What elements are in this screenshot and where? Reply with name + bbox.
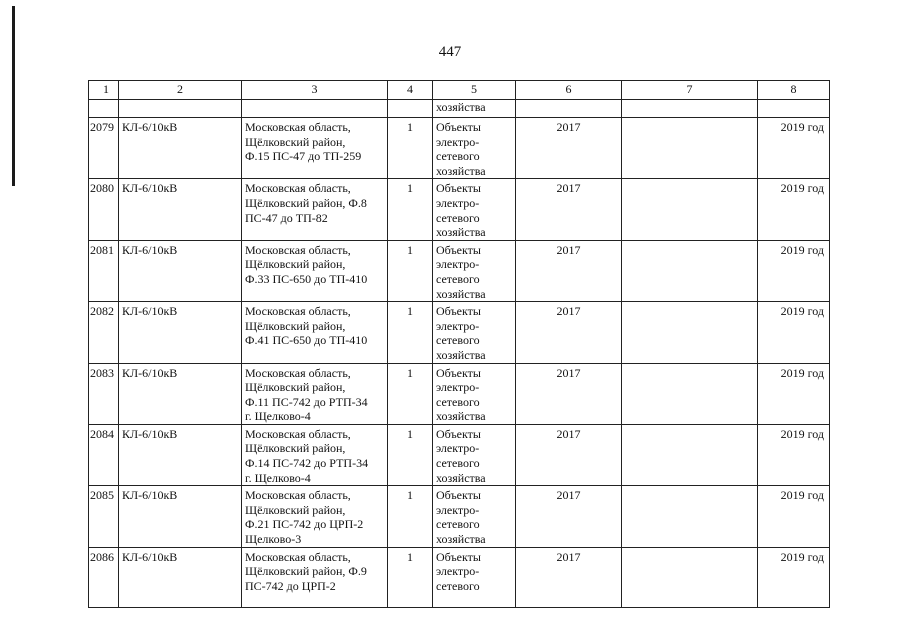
address-cell-line: Щёлковский район, [245, 441, 346, 456]
address-cell-line: Московская область, [245, 488, 351, 503]
header-cell-3: 3 [242, 81, 388, 100]
cont-cell-4 [388, 100, 433, 118]
address-cell-line: Московская область, [245, 549, 351, 564]
category-cell [433, 486, 516, 547]
table-row [89, 118, 830, 179]
category-cell-line: Объекты [436, 549, 481, 564]
category-cell-line: хозяйства [436, 286, 486, 301]
row-number-cell: 2081 [89, 240, 119, 301]
address-cell-line: ПС-742 до ЦРП-2 [245, 578, 336, 593]
category-cell [433, 179, 516, 240]
category-cell-line: электро- [436, 441, 480, 456]
address-cell [242, 118, 388, 179]
address-cell-line: Ф.41 ПС-650 до ТП-410 [245, 333, 368, 348]
scan-edge-line [12, 6, 15, 186]
note-cell [622, 486, 758, 547]
note-cell [622, 179, 758, 240]
row-number-cell: 2080 [89, 179, 119, 240]
address-cell-line: Ф.14 ПС-742 до РТП-34 [245, 456, 369, 471]
table-row [89, 363, 830, 424]
category-cell-line: сетевого [436, 578, 480, 593]
category-cell [433, 240, 516, 301]
line-type-cell: КЛ-6/10кВ [119, 363, 242, 424]
category-cell-line: сетевого [436, 149, 480, 164]
address-cell [242, 547, 388, 607]
category-cell-line: хозяйства [436, 347, 486, 362]
address-cell-line: Московская область, [245, 181, 351, 196]
address-cell-line: Щёлковский район, [245, 318, 346, 333]
category-cell-line: сетевого [436, 333, 480, 348]
row-number-cell: 2086 [89, 547, 119, 607]
table-row [89, 240, 830, 301]
address-cell-line: Ф.33 ПС-650 до ТП-410 [245, 271, 368, 286]
category-cell [433, 118, 516, 179]
line-type-cell: КЛ-6/10кВ [119, 240, 242, 301]
year-cell: 2017 [516, 424, 622, 485]
quantity-cell: 1 [388, 486, 433, 547]
cont-cell-5: хозяйства [433, 100, 516, 118]
table-row [89, 547, 830, 607]
category-cell-line: хозяйства [436, 225, 486, 240]
category-cell-line: электро- [436, 380, 480, 395]
category-cell [433, 547, 516, 607]
quantity-cell: 1 [388, 363, 433, 424]
line-type-cell: КЛ-6/10кВ [119, 424, 242, 485]
address-cell-line: Щёлковский район, [245, 134, 346, 149]
category-cell-line: электро- [436, 318, 480, 333]
deadline-cell: 2019 год [758, 486, 830, 547]
category-cell-line: сетевого [436, 210, 480, 225]
address-cell [242, 179, 388, 240]
table-row [89, 179, 830, 240]
note-cell [622, 118, 758, 179]
category-cell [433, 424, 516, 485]
row-number-cell: 2085 [89, 486, 119, 547]
address-cell-line: Щёлковский район, [245, 380, 346, 395]
deadline-cell: 2019 год [758, 424, 830, 485]
address-cell-line: Московская область, [245, 304, 351, 319]
category-cell-line: Объекты [436, 181, 481, 196]
header-cell-6: 6 [516, 81, 622, 100]
line-type-cell: КЛ-6/10кВ [119, 118, 242, 179]
line-type-cell: КЛ-6/10кВ [119, 547, 242, 607]
header-cell-8: 8 [758, 81, 830, 100]
category-cell-line: Объекты [436, 242, 481, 257]
cont-cell-7 [622, 100, 758, 118]
registry-table [88, 80, 830, 608]
address-cell-line: Щёлковский район, [245, 502, 346, 517]
note-cell [622, 240, 758, 301]
category-cell-line: хозяйства [436, 532, 486, 547]
address-cell [242, 302, 388, 363]
category-cell-line: сетевого [436, 517, 480, 532]
header-cell-5: 5 [433, 81, 516, 100]
quantity-cell: 1 [388, 547, 433, 607]
category-cell-line: электро- [436, 134, 480, 149]
address-cell [242, 240, 388, 301]
year-cell: 2017 [516, 179, 622, 240]
table-row [89, 302, 830, 363]
address-cell [242, 424, 388, 485]
category-cell-line: хозяйства [436, 163, 486, 178]
address-cell-line: Московская область, [245, 242, 351, 257]
year-cell: 2017 [516, 486, 622, 547]
quantity-cell: 1 [388, 118, 433, 179]
header-cell-4: 4 [388, 81, 433, 100]
cont-cell-3 [242, 100, 388, 118]
line-type-cell: КЛ-6/10кВ [119, 302, 242, 363]
address-cell-line: Щелково-3 [245, 532, 302, 547]
category-cell-line: электро- [436, 195, 480, 210]
category-cell-line: сетевого [436, 271, 480, 286]
address-cell-line: Ф.15 ПС-47 до ТП-259 [245, 149, 362, 164]
deadline-cell: 2019 год [758, 547, 830, 607]
year-cell: 2017 [516, 547, 622, 607]
address-cell-line: Московская область, [245, 365, 351, 380]
continuation-row [89, 100, 830, 118]
category-cell-line: Объекты [436, 304, 481, 319]
address-cell-line: ПС-47 до ТП-82 [245, 210, 328, 225]
category-cell-line: Объекты [436, 488, 481, 503]
header-cell-7: 7 [622, 81, 758, 100]
note-cell [622, 424, 758, 485]
deadline-cell: 2019 год [758, 302, 830, 363]
category-cell-line: электро- [436, 564, 480, 579]
page-number: 447 [438, 44, 462, 60]
cont-cell-6 [516, 100, 622, 118]
category-cell-line: Объекты [436, 365, 481, 380]
year-cell: 2017 [516, 118, 622, 179]
address-cell-line: г. Щелково-4 [245, 409, 311, 424]
address-cell-line: Щёлковский район, [245, 257, 346, 272]
category-cell [433, 302, 516, 363]
category-cell-line: сетевого [436, 394, 480, 409]
address-cell [242, 486, 388, 547]
year-cell: 2017 [516, 240, 622, 301]
header-cell-1: 1 [89, 81, 119, 100]
note-cell [622, 363, 758, 424]
address-cell-line: Щёлковский район, Ф.9 [245, 564, 367, 579]
category-cell-line: Объекты [436, 120, 481, 134]
address-cell-line: Московская область, [245, 426, 351, 441]
address-cell-line: Щёлковский район, Ф.8 [245, 195, 367, 210]
header-cell-2: 2 [119, 81, 242, 100]
category-cell-line: Объекты [436, 426, 481, 441]
address-cell-line: Ф.11 ПС-742 до РТП-34 [245, 394, 368, 409]
row-number-cell: 2079 [89, 118, 119, 179]
line-type-cell: КЛ-6/10кВ [119, 179, 242, 240]
cont-cell-2 [119, 100, 242, 118]
category-cell [433, 363, 516, 424]
address-cell-line: Ф.21 ПС-742 до ЦРП-2 [245, 517, 364, 532]
row-number-cell: 2084 [89, 424, 119, 485]
deadline-cell: 2019 год [758, 179, 830, 240]
quantity-cell: 1 [388, 424, 433, 485]
quantity-cell: 1 [388, 179, 433, 240]
deadline-cell: 2019 год [758, 118, 830, 179]
row-number-cell: 2083 [89, 363, 119, 424]
deadline-cell: 2019 год [758, 363, 830, 424]
note-cell [622, 547, 758, 607]
category-cell-line: хозяйства [436, 409, 486, 424]
quantity-cell: 1 [388, 302, 433, 363]
category-cell-line: электро- [436, 257, 480, 272]
year-cell: 2017 [516, 302, 622, 363]
address-cell [242, 363, 388, 424]
category-cell-line: сетевого [436, 456, 480, 471]
table-row [89, 486, 830, 547]
year-cell: 2017 [516, 363, 622, 424]
quantity-cell: 1 [388, 240, 433, 301]
cont-cell-1 [89, 100, 119, 118]
table-row [89, 424, 830, 485]
category-cell-line: электро- [436, 502, 480, 517]
cont-cell-8 [758, 100, 830, 118]
line-type-cell: КЛ-6/10кВ [119, 486, 242, 547]
category-cell-line: хозяйства [436, 470, 486, 485]
note-cell [622, 302, 758, 363]
deadline-cell: 2019 год [758, 240, 830, 301]
header-row [89, 81, 830, 100]
row-number-cell: 2082 [89, 302, 119, 363]
address-cell-line: г. Щелково-4 [245, 470, 311, 485]
address-cell-line: Московская область, [245, 120, 351, 134]
